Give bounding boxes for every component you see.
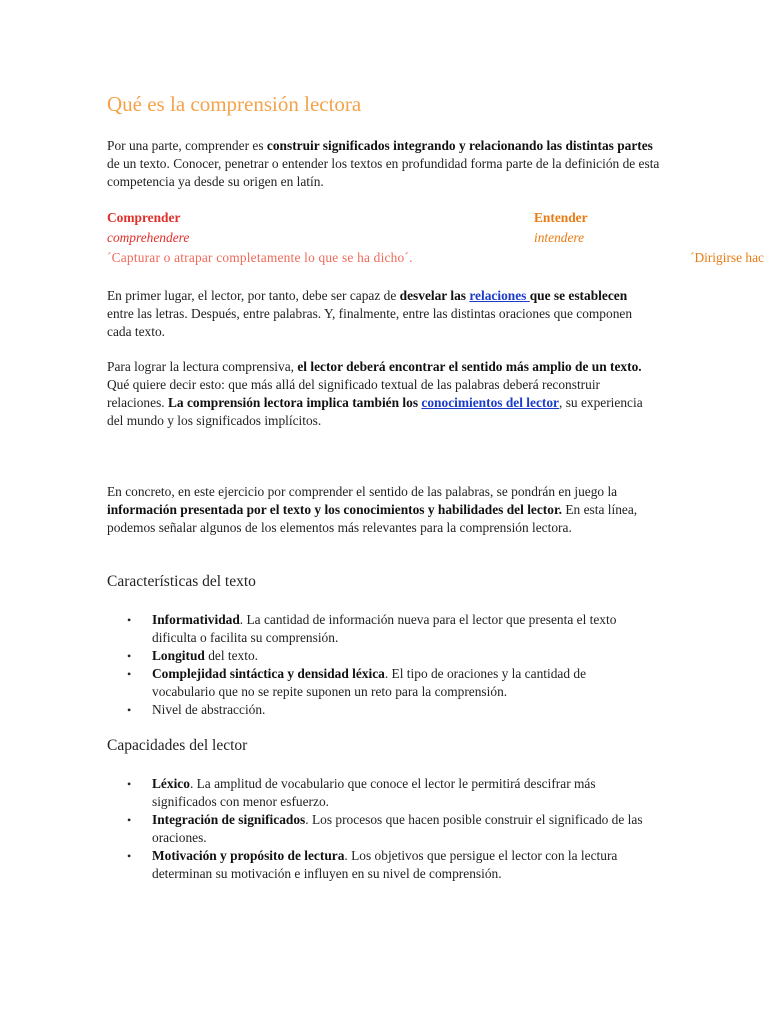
bold-run: construir significados integrando y relacionando las distintas partes — [266, 138, 653, 153]
paragraph-comprehension — [107, 358, 657, 430]
definition-left-latin: comprehendere — [107, 230, 190, 245]
bullet-icon: • — [127, 667, 132, 681]
item-text: . El tipo de oraciones y la cantidad de vocabulario que no se repite suponen un reto para la comprensión. — [152, 666, 587, 699]
bold-run: información presentada por el texto y los conocimientos y habilidades del lector. — [107, 502, 563, 517]
text-run: de un texto. Conocer, penetrar o entender los textos en profundidad forma parte de la definición de esta competencia ya desde su origen en latín. — [107, 156, 660, 189]
definition-right-latin: intendere — [534, 230, 585, 245]
list-item — [107, 847, 652, 883]
bullet-icon: • — [127, 703, 132, 717]
item-text: . Los procesos que hacen posible construir el significado de las oraciones. — [152, 812, 643, 845]
conocimientos-link[interactable]: conocimientos del lector — [421, 395, 559, 410]
text-features-list — [107, 611, 652, 719]
bullet-icon: • — [127, 613, 132, 627]
paragraph-concrete — [107, 483, 642, 537]
paragraph-relations — [107, 287, 637, 341]
text-run: Por una parte, comprender es — [107, 138, 267, 153]
item-bold: Motivación y propósito de lectura — [152, 848, 345, 863]
item-text: . La cantidad de información nueva para el lector que presenta el texto dificulta o facilita su comprensión. — [152, 612, 617, 645]
relaciones-link[interactable]: relaciones — [469, 288, 530, 303]
item-text: del texto. — [204, 648, 259, 663]
text-run: Para lograr la lectura comprensiva, — [107, 359, 298, 374]
intro-paragraph — [107, 137, 662, 191]
definition-left-heading: Comprender — [107, 210, 181, 225]
item-text: Nivel de abstracción. — [152, 702, 266, 717]
text-run: En esta línea, podemos señalar algunos de los elementos más relevantes para la comprensión lectora. — [107, 502, 638, 535]
bullet-icon: • — [127, 849, 132, 863]
list-item — [107, 611, 652, 647]
list-item — [107, 701, 652, 719]
bold-run: desvelar las — [399, 288, 470, 303]
list-item — [107, 775, 652, 811]
definition-right-heading: Entender — [534, 210, 588, 225]
definition-right-quote: ´Dirigirse hac — [690, 250, 764, 265]
item-text: . La amplitud de vocabulario que conoce el lector le permitirá descifrar más significados con menor esfuerzo. — [152, 776, 596, 809]
text-run: En concreto, en este ejercicio por comprender el sentido de las palabras, se pondrán en juego la — [107, 484, 618, 499]
list-item — [107, 665, 652, 701]
text-run: En primer lugar, el lector, por tanto, debe ser capaz de — [107, 288, 400, 303]
item-bold: Informatividad — [152, 612, 240, 627]
text-run: entre las letras. Después, entre palabras. Y, finalmente, entre las distintas oraciones que componen cada texto. — [107, 306, 633, 339]
item-bold: Complejidad sintáctica y densidad léxica — [152, 666, 385, 681]
definition-left-quote: ´Capturar o atrapar completamente lo que se ha dicho´. — [107, 250, 413, 265]
bullet-icon: • — [127, 777, 132, 791]
list-item — [107, 811, 652, 847]
item-bold: Integración de significados — [152, 812, 306, 827]
item-bold: Léxico — [152, 776, 190, 791]
page-title: Qué es la comprensión lectora — [107, 92, 362, 116]
bold-run: que se establecen — [529, 288, 628, 303]
item-text: . Los objetivos que persigue el lector con la lectura determinan su motivación e influyen en su nivel de comprensión. — [152, 848, 618, 881]
reader-capacities-list — [107, 775, 652, 883]
bullet-icon: • — [127, 813, 132, 827]
bold-run: el lector deberá encontrar el sentido más amplio de un texto. — [297, 359, 642, 374]
item-bold: Longitud — [152, 648, 205, 663]
bold-run: La comprensión lectora implica también los — [167, 395, 422, 410]
text-run: Qué quiere decir esto: que más allá del significado textual de las palabras deberá reconstruir relaciones. — [107, 377, 601, 410]
section-heading-text-features: Características del texto — [107, 573, 256, 590]
list-item — [107, 647, 652, 665]
text-run: , su experiencia del mundo y los significados implícitos. — [107, 395, 643, 428]
bullet-icon: • — [127, 649, 132, 663]
section-heading-reader-capacities: Capacidades del lector — [107, 737, 248, 754]
